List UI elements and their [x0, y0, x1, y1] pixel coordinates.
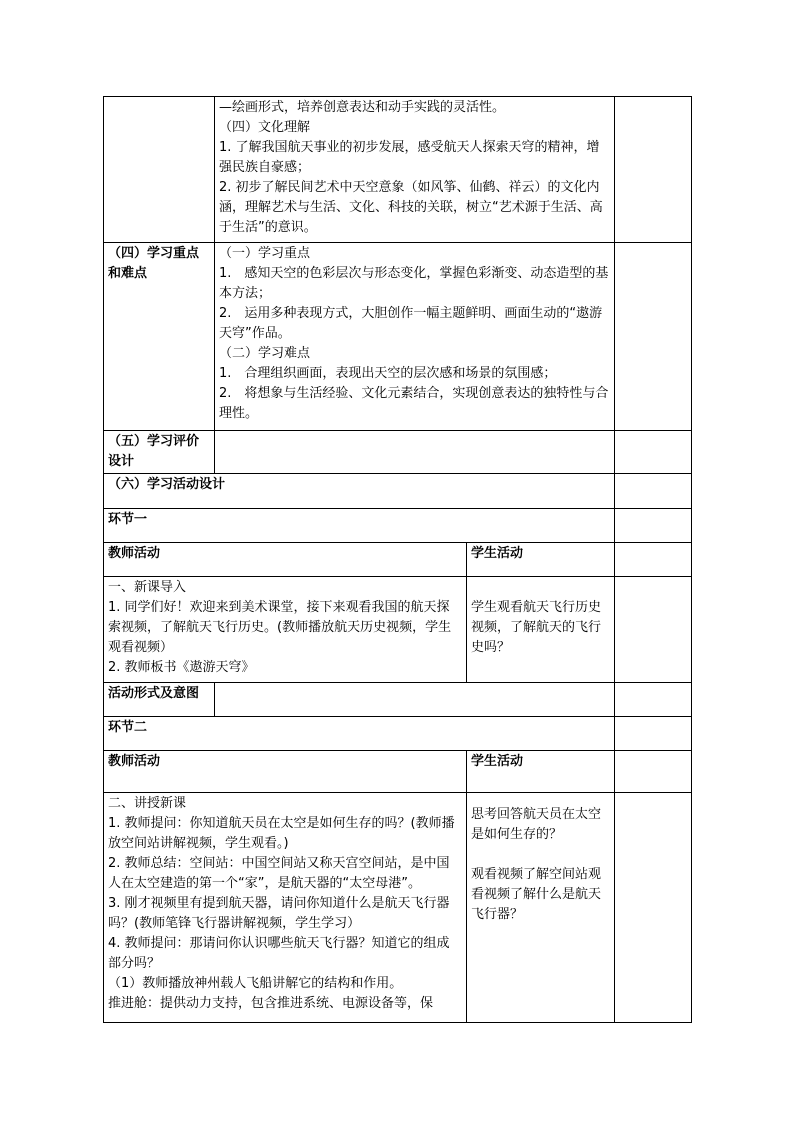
teacher-line: 推进舱：提供动力支持，包含推进系统、电源设备等，保	[108, 996, 434, 1011]
side-cell	[615, 717, 692, 751]
row-activity-design	[104, 474, 692, 509]
focus-line: 2. 将想象与生活经验、文化元素结合，实现创意表达的独特性与合理性。	[219, 386, 609, 421]
teacher-line: 二、讲授新课	[108, 796, 187, 811]
stage1-teacher-header: 教师活动	[104, 543, 467, 577]
activity-form-content	[215, 683, 615, 717]
row-stage2-content	[104, 793, 692, 1023]
teacher-line: 一、新课导入	[108, 580, 187, 595]
teacher-line: （1）教师播放神州载人飞船讲解它的结构和作用。	[108, 976, 403, 991]
focus-content-cell	[215, 243, 615, 431]
focus-line: 1. 合理组织画面，表现出天空的层次感和场景的氛围感；	[219, 366, 557, 381]
row-stage2-label	[104, 717, 692, 751]
lesson-plan-table	[103, 96, 692, 1023]
row-cultural-understanding	[104, 97, 692, 243]
side-cell	[615, 431, 692, 474]
row-focus-difficulty	[104, 243, 692, 431]
goals-content-cell	[215, 97, 615, 243]
goals-line: —绘画形式，培养创意表达和动手实践的灵活性。	[219, 100, 506, 115]
stage2-label: 环节二	[104, 717, 615, 751]
teacher-line: 2. 教师总结：空间站：中国空间站又称天宫空间站，是中国人在太空建造的第一个“家”，是航天器的“太空母港”。	[108, 856, 450, 891]
student-line: 学生观看航天飞行历史视频，了解航天的飞行史吗？	[471, 600, 602, 655]
side-cell	[615, 243, 692, 431]
stage1-teacher-content	[104, 577, 467, 683]
evaluation-content-cell	[215, 431, 615, 474]
side-cell	[615, 793, 692, 1023]
goals-line: 2. 初步了解民间艺术中天空意象（如风筝、仙鹤、祥云）的文化内涵，理解艺术与生活、文化、科技的关联，树立“艺术源于生活、高于生活”的意识。	[219, 180, 603, 235]
stage2-student-content	[467, 793, 615, 1023]
focus-label: （四）学习重点和难点	[104, 243, 215, 431]
side-cell	[615, 543, 692, 577]
row-stage1-headers	[104, 543, 692, 577]
side-cell	[615, 97, 692, 243]
stage2-student-header: 学生活动	[467, 751, 615, 793]
evaluation-label: （五）学习评价设计	[104, 431, 215, 474]
side-cell	[615, 683, 692, 717]
focus-line: （一）学习重点	[219, 246, 311, 261]
stage1-student-content	[467, 577, 615, 683]
teacher-line: 4. 教师提问：那请问你认识哪些航天飞行器？知道它的组成部分吗？	[108, 936, 450, 971]
side-cell	[615, 509, 692, 543]
empty-label-cell	[104, 97, 215, 243]
side-cell	[615, 577, 692, 683]
stage2-teacher-content	[104, 793, 467, 1023]
side-cell	[615, 751, 692, 793]
stage1-student-header: 学生活动	[467, 543, 615, 577]
stage1-label: 环节一	[104, 509, 615, 543]
activity-design-label: （六）学习活动设计	[104, 474, 615, 509]
row-stage1-content	[104, 577, 692, 683]
row-stage2-headers	[104, 751, 692, 793]
stage2-teacher-header: 教师活动	[104, 751, 467, 793]
student-line: 观看视频了解空间站观看视频了解什么是航天飞行器？	[471, 867, 602, 922]
blank-line	[471, 845, 610, 865]
row-stage1-form	[104, 683, 692, 717]
teacher-line: 1. 教师提问：你知道航天员在太空是如何生存的吗？(教师播放空间站讲解视频，学生观看。)	[108, 816, 455, 851]
goals-line: 1. 了解我国航天事业的初步发展，感受航天人探索天穹的精神，增强民族自豪感；	[219, 140, 600, 175]
teacher-line: 2. 教师板书《遨游天穹》	[108, 660, 255, 675]
focus-line: 2. 运用多种表现方式，大胆创作一幅主题鲜明、画面生动的“遨游天穹”作品。	[219, 306, 603, 341]
activity-form-label: 活动形式及意图	[104, 683, 215, 717]
row-stage1-label	[104, 509, 692, 543]
goals-line: （四）文化理解	[219, 120, 311, 135]
focus-line: （二）学习难点	[219, 346, 311, 361]
side-cell	[615, 474, 692, 509]
row-evaluation	[104, 431, 692, 474]
focus-line: 1. 感知天空的色彩层次与形态变化，掌握色彩渐变、动态造型的基本方法；	[219, 266, 609, 301]
teacher-line: 1. 同学们好！欢迎来到美术课堂，接下来观看我国的航天探索视频，了解航天飞行历史。(教师播放航天历史视频，学生观看视频）	[108, 600, 452, 655]
teacher-line: 3. 刚才视频里有提到航天器，请问你知道什么是航天飞行器吗？(教师笔锋飞行器讲解视频，学生学习）	[108, 896, 450, 931]
student-line: 思考回答航天员在太空是如何生存的？	[471, 807, 602, 842]
